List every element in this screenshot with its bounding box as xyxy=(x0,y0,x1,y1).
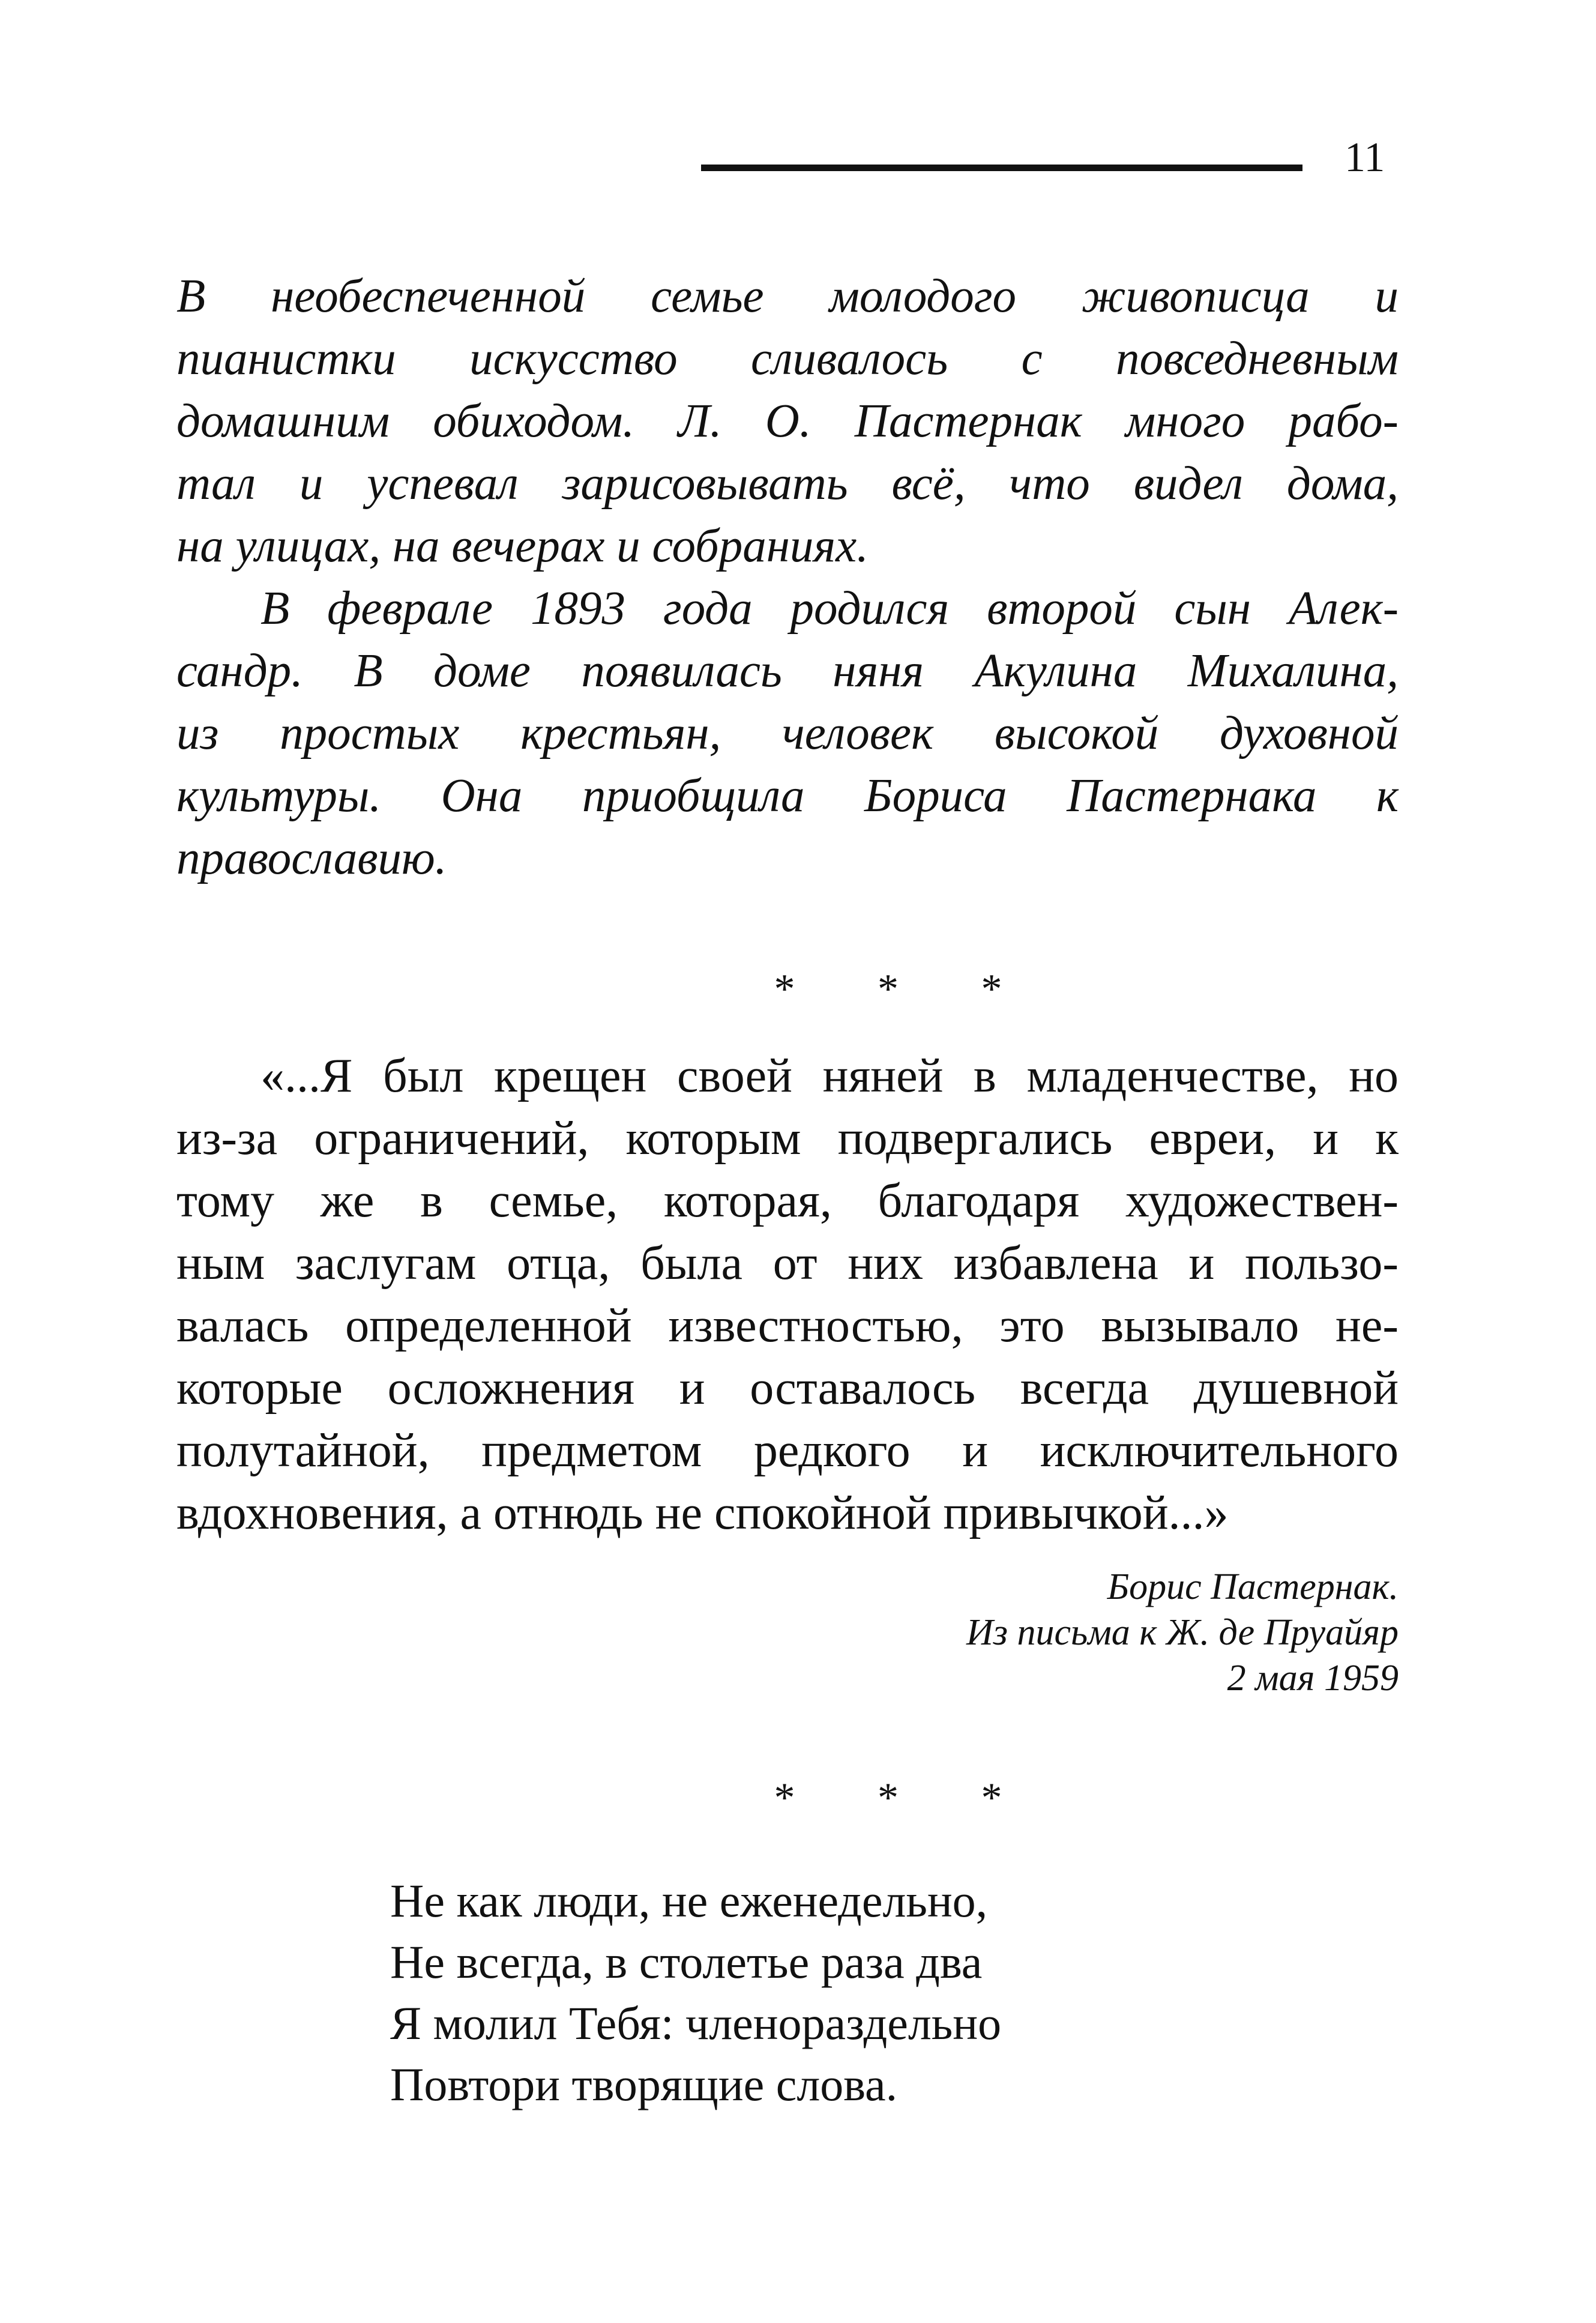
letter-line: которые осложнения и оставалось всегда душевной xyxy=(176,1362,1399,1415)
poem-stanza xyxy=(390,1870,1411,2115)
intro-line: из простых крестьян, человек высокой духовной xyxy=(176,707,1399,760)
letter-line: полутайной, предметом редкого и исключительного xyxy=(176,1424,1399,1477)
letter-line: «...Я был крещен своей няней в младенчестве, но xyxy=(260,1050,1399,1102)
intro-line: сандр. В доме появилась няня Акулина Михалина, xyxy=(176,645,1399,697)
poem-line: Не всегда, в столетье раза два xyxy=(390,1936,983,1988)
letter-quote xyxy=(176,1045,1399,1544)
intro-line: В феврале 1893 года родился второй сын Алек- xyxy=(260,582,1399,635)
attribution-author: Борис Пастернак. xyxy=(1107,1566,1399,1607)
poem-line: Повтори творящие слова. xyxy=(390,2058,898,2110)
quote-attribution xyxy=(720,1564,1399,1701)
intro-line: тал и успевал зарисовывать всё, что видел дома, xyxy=(176,458,1399,510)
intro-line: домашним обиходом. Л. О. Пастернак много рабо- xyxy=(176,395,1399,447)
intro-section xyxy=(176,265,1399,890)
section-separator: * * * xyxy=(774,1775,1038,1821)
section-separator: * * * xyxy=(774,966,1038,1012)
intro-line: на улицах, на вечерах и собраниях. xyxy=(176,520,869,572)
letter-line: валась определенной известностью, это вызывало не- xyxy=(176,1299,1399,1352)
attribution-date: 2 мая 1959 xyxy=(1227,1658,1399,1699)
letter-line: тому же в семье, которая, благодаря художествен- xyxy=(176,1174,1399,1227)
intro-line: культуры. Она приобщила Бориса Пастернака к xyxy=(176,770,1399,822)
intro-line: В необеспеченной семье молодого живописца и xyxy=(176,270,1399,322)
attribution-source: Из письма к Ж. де Пруайяр xyxy=(966,1612,1399,1653)
header-rule xyxy=(701,165,1302,171)
letter-line: ным заслугам отца, была от них избавлена и пользо- xyxy=(176,1237,1399,1290)
letter-line: вдохновения, а отнюдь не спокойной привычкой...» xyxy=(176,1487,1229,1539)
intro-line: пианистки искусство сливалось с повседневным xyxy=(176,333,1399,385)
poem-line: Не как люди, не еженедельно, xyxy=(390,1874,988,1927)
page-number: 11 xyxy=(1345,134,1385,181)
poem-line: Я молил Тебя: членораздельно xyxy=(390,1997,1002,2049)
intro-line: православию. xyxy=(176,832,447,884)
letter-line: из-за ограничений, которым подвергались евреи, и к xyxy=(176,1112,1399,1165)
